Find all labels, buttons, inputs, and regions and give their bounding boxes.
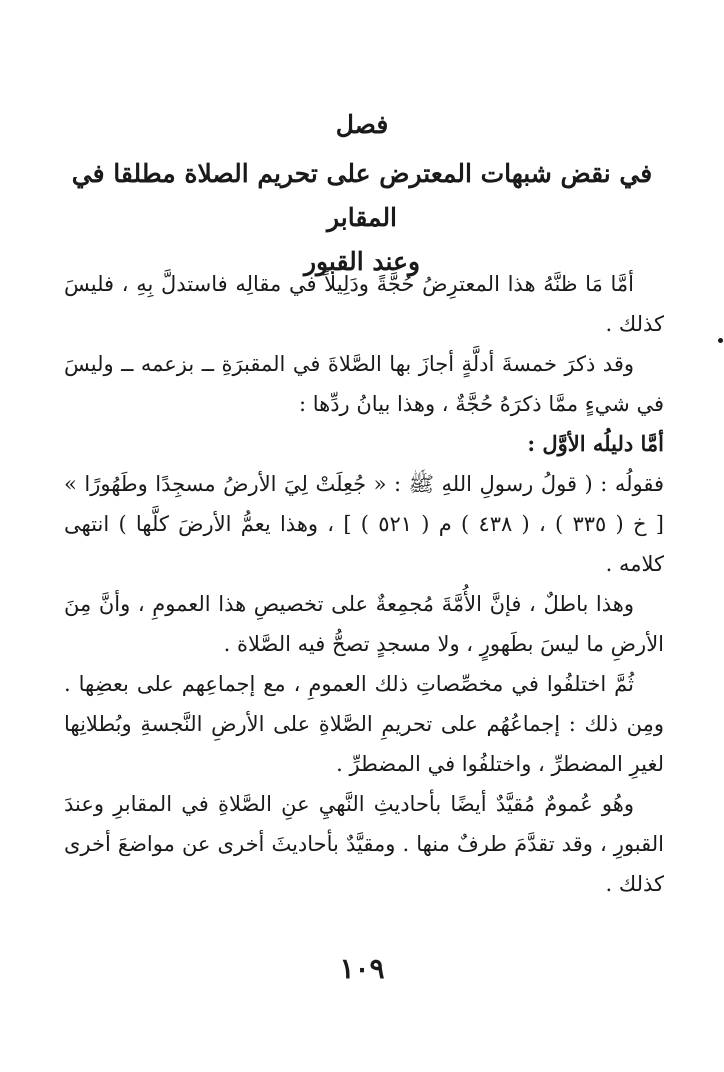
paragraph-1: أمَّا مَا ظنَّهُ هذا المعترِضُ حُجَّةً ودَلِيلاً في مقالِه فاستدلَّ بِهِ ، فليسَ كذلك . — [64, 272, 664, 336]
paragraph-4: وهذا باطلٌ ، فإنَّ الأُمَّةَ مُجمِعةٌ على تخصيصِ هذا العمومِ ، وأنَّ مِنَ الأرضِ ما ليسَ بطَهورٍ ، ولا مسجدٍ تصحُّ فيه الصَّلاة . — [64, 592, 664, 656]
margin-dot — [718, 338, 723, 343]
paragraph-quote: فقولُه : ( قولُ رسولِ اللهِ ﷺ : « جُعِلَتْ لِيَ الأرضُ مسجِدًا وطَهُورًا » [ خ ( ٣٣٥ ) ، ( ٤٣٨ ) م ( ٥٢١ ) ] ، وهذا يعمُّ الأرضَ كلَّها ) انتهى كلامه . — [64, 472, 664, 576]
paragraph-5: ثُمَّ اختلفُوا في مخصِّصاتِ ذلك العمومِ ، مع إجماعِهم على بعضِها . ومِن ذلك : إجماعُهُم على تحريمِ الصَّلاةِ على الأرضِ النَّجسةِ وبُطلانِها لغيرِ المضطرِّ ، واختلفُوا في المضطرِّ . — [64, 672, 664, 776]
first-evidence-subheading: أمَّا دليلُه الأوَّل : — [527, 431, 664, 456]
body-text — [64, 264, 664, 904]
heading-line-2: وعند القبور — [303, 247, 421, 276]
page-number: ١٠٩ — [339, 952, 385, 985]
heading-line-1: في نقض شبهات المعترض على تحريم الصلاة مطلقا في المقابر — [71, 159, 653, 232]
paragraph-2: وقد ذكرَ خمسةَ أدلَّةٍ أجازَ بها الصَّلاةَ في المقبرَةِ ــ بزعمه ــ وليسَ في شيءٍ ممَّا ذكرَهُ حُجَّةٌ ، وهذا بيانُ ردِّها : — [64, 352, 664, 416]
paragraph-6: وهُو عُمومٌ مُقيَّدٌ أيضًا بأحاديثِ النَّهيِ عنِ الصَّلاةِ في المقابرِ وعندَ القبورِ ، وقد تقدَّمَ طرفٌ منها . ومقيَّدٌ بأحاديثَ أخرى عن مواضعَ أخرى كذلك . — [64, 792, 664, 896]
section-label: فصل — [335, 110, 389, 139]
